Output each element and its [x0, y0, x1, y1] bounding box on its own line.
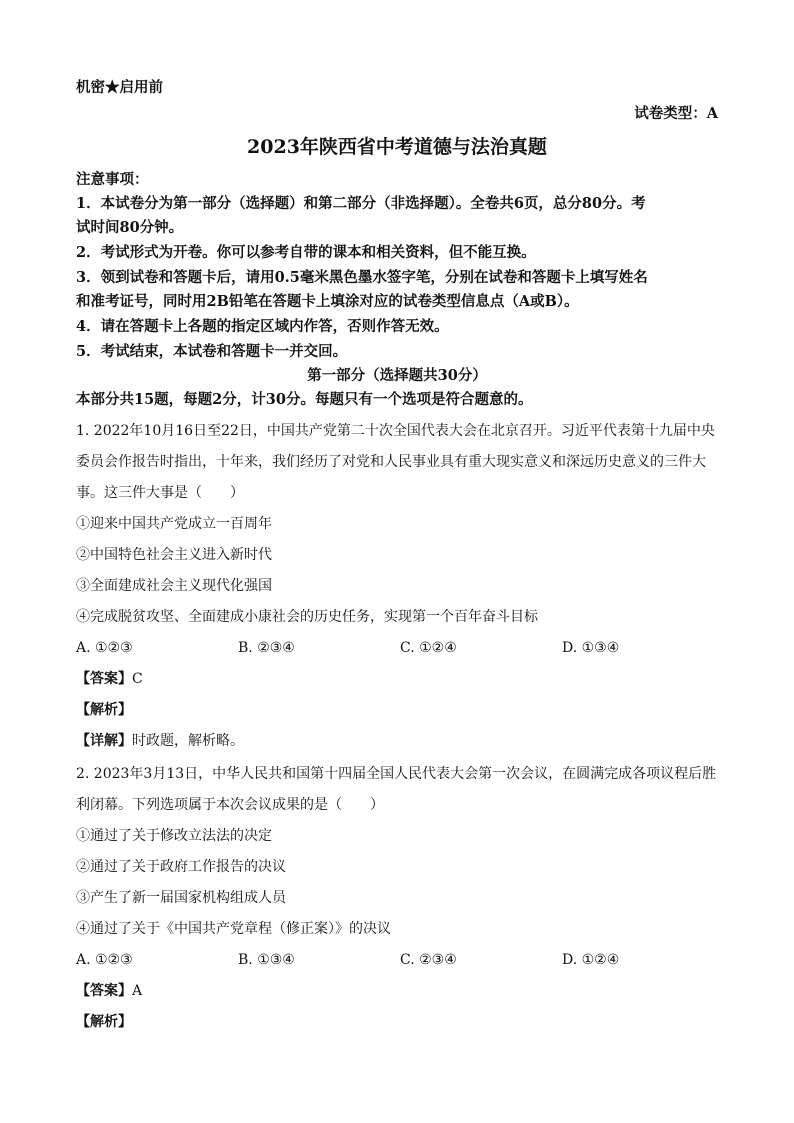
q1-option-a: A. ①②③: [76, 640, 133, 656]
q1-item: ③全面建成社会主义现代化强国: [76, 578, 272, 594]
notice-line: 和准考证号，同时用2B铅笔在答题卡上填涂对应的试卷类型信息点（A或B）。: [76, 293, 579, 310]
detail-text: 时政题，解析略。: [132, 733, 244, 749]
answer-value: C: [132, 671, 143, 687]
q2-stem-line: 2. 2023年3月13日，中华人民共和国第十四届全国人民代表大会第一次会议，在圆满完成各项议程后胜: [76, 766, 717, 782]
q2-item: ③产生了新一届国家机构组成人员: [76, 890, 286, 906]
q1-item: ②中国特色社会主义进入新时代: [76, 547, 272, 563]
q2-item: ①通过了关于修改立法法的决定: [76, 828, 272, 844]
q2-analysis-label: [76, 1012, 132, 1032]
q2-option-b: B. ①③④: [238, 952, 295, 968]
notice-line: 1．本试卷分为第一部分（选择题）和第二部分（非选择题）。全卷共6页，总分80分。考: [76, 195, 646, 212]
analysis-label: 【解析】: [76, 1014, 132, 1030]
part1-heading: 第一部分（选择题共30分）: [307, 367, 487, 384]
q1-analysis-label: [76, 700, 132, 720]
q1-stem-line: 1. 2022年10月16日至22日，中国共产党第二十次全国代表大会在北京召开。习近平代表第十九届中央: [76, 423, 715, 439]
part1-instructions: 本部分共15题，每题2分，计30分。每题只有一个选项是符合题意的。: [76, 391, 533, 408]
q1-option-d: D. ①③④: [562, 640, 620, 656]
q2-option-a: A. ①②③: [76, 952, 133, 968]
notice-line: 试时间80分钟。: [76, 219, 184, 236]
notice-line: 5．考试结束，本试卷和答题卡一并交回。: [76, 343, 348, 360]
q2-option-d: D. ①②④: [562, 952, 620, 968]
answer-label: 【答案】: [76, 671, 132, 687]
notice-line: 2．考试形式为开卷。你可以参考自带的课本和相关资料，但不能互换。: [76, 244, 536, 261]
answer-value: A: [132, 983, 143, 999]
q2-item: ②通过了关于政府工作报告的决议: [76, 859, 286, 875]
paper-type-label: 试卷类型：A: [634, 105, 718, 122]
answer-label: 【答案】: [76, 983, 132, 999]
q1-detail: [76, 731, 244, 751]
q2-option-c: C. ②③④: [400, 952, 457, 968]
q1-stem-line: 委员会作报告时指出，十年来，我们经历了对党和人民事业具有重大现实意义和深远历史意义的三件大: [76, 454, 706, 470]
notice-heading: 注意事项：: [76, 171, 149, 188]
notice-line: 4．请在答题卡上各题的指定区域内作答，否则作答无效。: [76, 318, 449, 335]
q2-stem-line: 利闭幕。下列选项属于本次会议成果的是（ ）: [76, 797, 384, 813]
analysis-label: 【解析】: [76, 702, 132, 718]
q1-option-b: B. ②③④: [238, 640, 295, 656]
confidential-label: 机密★启用前: [76, 79, 163, 96]
q1-item: ①迎来中国共产党成立一百周年: [76, 516, 272, 532]
q1-stem-line: 事。这三件大事是（ ）: [76, 485, 244, 501]
q2-answer: [76, 981, 142, 1001]
detail-label: 【详解】: [76, 733, 132, 749]
q1-option-c: C. ①②④: [400, 640, 457, 656]
page-title: 2023年陕西省中考道德与法治真题: [247, 136, 547, 158]
q1-answer: [76, 669, 143, 689]
q2-item: ④通过了关于《中国共产党章程（修正案）》的决议: [76, 921, 391, 937]
q1-item: ④完成脱贫攻坚、全面建成小康社会的历史任务，实现第一个百年奋斗目标: [76, 609, 538, 625]
notice-line: 3．领到试卷和答题卡后，请用0.5毫米黑色墨水签字笔，分别在试卷和答题卡上填写姓名: [76, 269, 648, 286]
